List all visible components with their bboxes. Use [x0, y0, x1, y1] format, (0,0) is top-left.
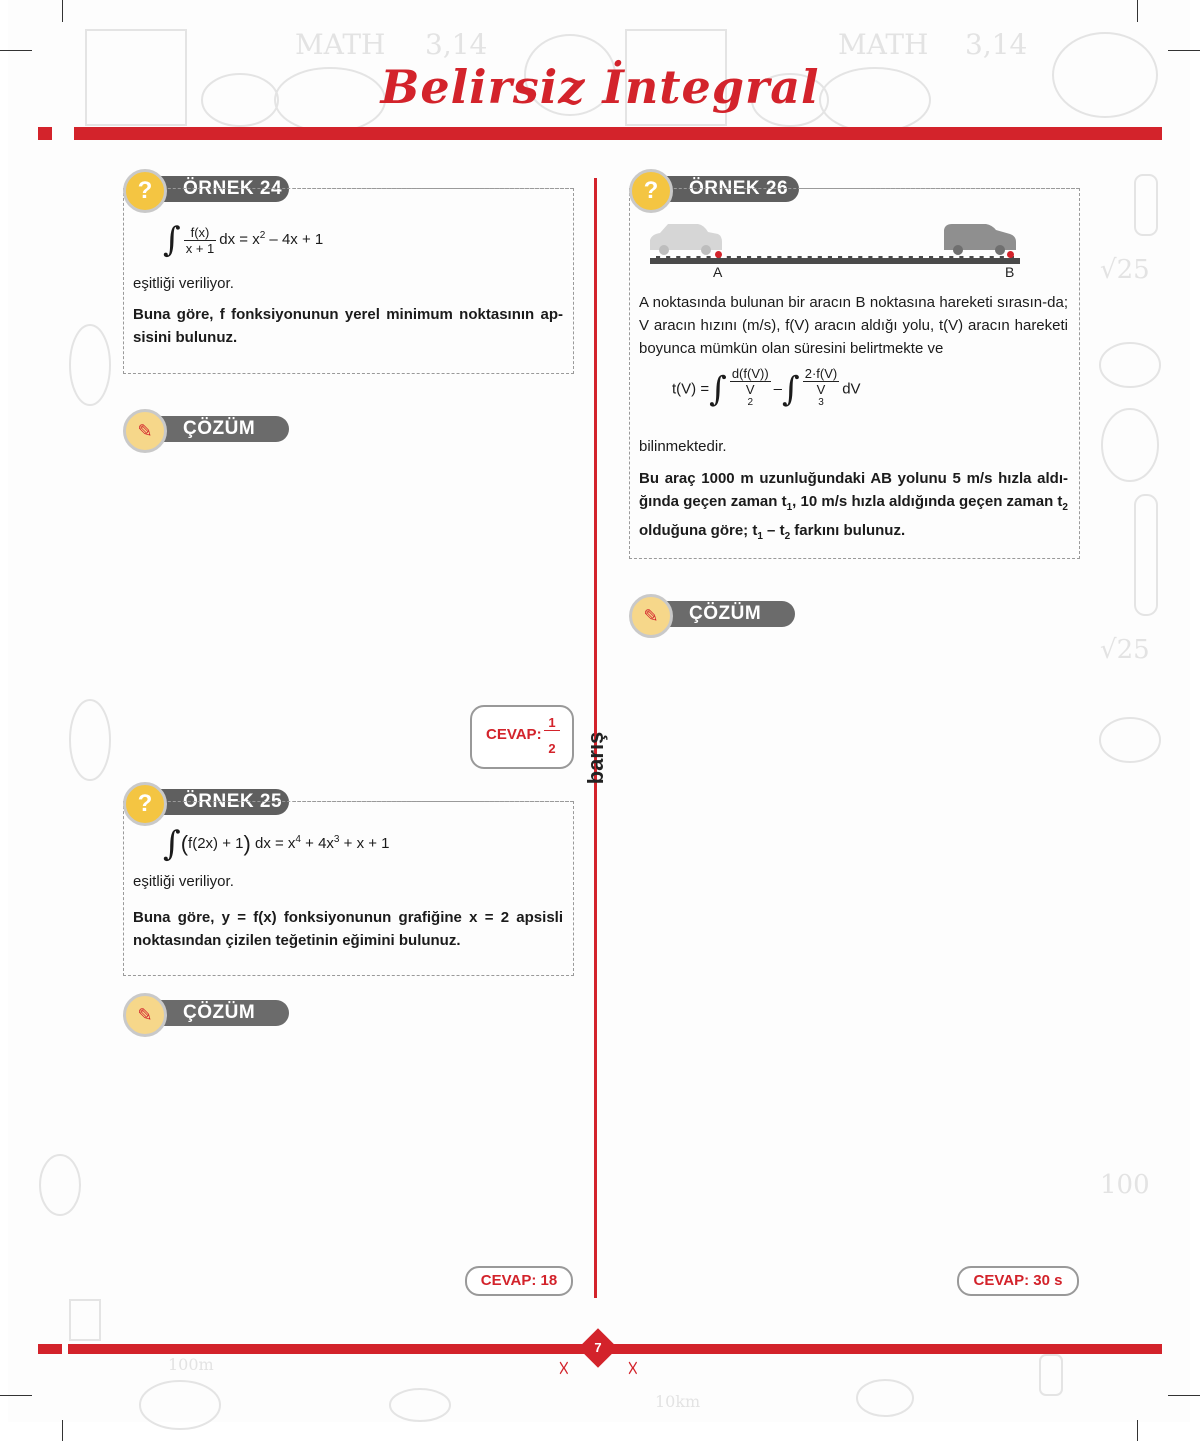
subscript: 1 — [786, 502, 793, 513]
subscript: 1 — [757, 531, 763, 542]
top-bar — [74, 127, 1162, 140]
fraction-numerator: 2·f(V) — [804, 366, 838, 381]
paren: ) — [243, 831, 251, 856]
equation-text: + 4x — [300, 834, 334, 852]
example-24-given: eşitliği veriliyor. — [133, 275, 234, 292]
equation-text: – 4x + 1 — [265, 230, 324, 248]
example-26-answer: CEVAP: 30 s — [957, 1266, 1079, 1296]
fraction-numerator: f(x) — [184, 225, 217, 241]
doodle-text: √25 — [1100, 255, 1150, 285]
question-mark-icon: ? — [123, 782, 167, 826]
equation-text: dx = x — [250, 834, 296, 852]
exponent: 3 — [818, 397, 824, 408]
example-26-solution-header — [629, 598, 799, 628]
example-25-answer: CEVAP: 18 — [465, 1266, 573, 1296]
doodle-text: 3,14 — [965, 28, 1028, 61]
answer-denominator: 2 — [548, 741, 556, 756]
integral-sign: ∫ — [163, 824, 181, 864]
solution-title: ÇÖZÜM — [141, 1000, 289, 1026]
doodle-text: MATH — [838, 28, 929, 61]
exponent: 4 — [295, 833, 301, 845]
equation-text: dx = x — [219, 230, 260, 248]
doodle-text: 100 — [1100, 1170, 1150, 1200]
pencil-icon: ✎ — [123, 993, 167, 1037]
fraction-denominator — [730, 382, 771, 413]
fraction — [730, 366, 771, 413]
example-25-question: Buna göre, y = f(x) fonksiyonunun grafiğine x = 2 apsisli noktasından çizilen teğetinin eğimini bulunuz. — [133, 909, 563, 949]
fraction — [803, 366, 840, 413]
example-24-question: Buna göre, f fonksiyonunun yerel minimum noktasının ap-sisini bulunuz. — [133, 306, 563, 346]
page-title: Belirsiz İntegral — [380, 60, 820, 114]
integral-sign: ∫ — [163, 220, 181, 260]
question-mark-icon: ? — [629, 169, 673, 213]
figure-icon-right: ☓ — [627, 1356, 639, 1381]
equation-text: dV — [842, 380, 861, 398]
paren: ( — [180, 831, 189, 856]
example-25-given: eşitliği veriliyor. — [133, 873, 234, 890]
example-25-equation — [163, 824, 390, 864]
exponent: 2 — [747, 397, 754, 408]
solution-title: ÇÖZÜM — [141, 416, 289, 442]
fraction-denominator: x + 1 — [185, 240, 215, 256]
answer-numerator: 1 — [544, 715, 560, 731]
example-24-title: ÖRNEK 24 — [141, 176, 289, 202]
car-a-icon — [646, 222, 724, 256]
fraction-denominator — [803, 382, 840, 413]
pencil-icon: ✎ — [629, 594, 673, 638]
doodle-text: 3,14 — [425, 28, 488, 61]
doodle-text: 100m — [168, 1355, 214, 1374]
question-text: – t — [762, 522, 785, 539]
example-24-answer — [470, 705, 574, 769]
denominator-base: V — [816, 382, 826, 397]
example-25-title: ÖRNEK 25 — [141, 789, 289, 815]
fraction-numerator: d(f(V)) — [731, 366, 769, 381]
example-26-equation — [672, 366, 861, 413]
answer-label: CEVAP: — [486, 726, 542, 743]
page-number: 7 — [594, 1340, 602, 1355]
top-bar-left — [38, 127, 52, 140]
example-26-text: A noktasında bulunan bir aracın B noktasına hareketi sırasın-da; V aracın hızını (m/s), f(V) aracın aldığı yolu, t(V) aracın hareketi boyunca mümkün olan süresini belirtmekte ve — [639, 294, 1068, 357]
question-text: farkını bulunuz. — [790, 522, 906, 539]
pencil-icon: ✎ — [123, 409, 167, 453]
integral-sign: ∫ — [782, 369, 800, 410]
question-text: Bu araç 1000 m uzunluğundaki AB yolunu 5 m/s hızla aldı-ğında geçen zaman t — [639, 470, 1068, 510]
figure-icon-left: ☓ — [558, 1356, 570, 1381]
point-a-marker — [715, 251, 722, 258]
bottom-bar-left — [38, 1344, 62, 1354]
question-mark-icon: ? — [123, 169, 167, 213]
denominator-base: V — [745, 382, 755, 397]
doodle-text: MATH — [295, 28, 386, 61]
example-24-solution-header — [123, 413, 293, 443]
point-a-label: A — [713, 264, 723, 280]
exponent: 3 — [333, 833, 340, 845]
subscript: 2 — [1062, 502, 1068, 513]
integral-sign: ∫ — [709, 369, 727, 410]
fraction — [184, 225, 217, 256]
point-b-label: B — [1005, 264, 1015, 280]
question-text: , 10 m/s hızla aldığında geçen zaman t — [792, 493, 1063, 510]
point-b-marker — [1007, 251, 1014, 258]
equation-text: + x + 1 — [339, 834, 390, 852]
doodle-text: √25 — [1100, 635, 1150, 665]
page-number-badge — [578, 1328, 618, 1368]
subscript: 2 — [784, 531, 791, 542]
example-24-equation — [163, 220, 323, 260]
example-26-known: bilinmektedir. — [639, 438, 727, 455]
equation-text: f(2x) + 1 — [188, 834, 244, 852]
solution-title: ÇÖZÜM — [647, 601, 795, 627]
equation-text: t(V) = — [672, 380, 710, 398]
minus-sign: – — [773, 380, 782, 398]
question-text: olduğuna göre; t — [639, 522, 758, 539]
example-26-title: ÖRNEK 26 — [647, 176, 799, 202]
exponent: 2 — [259, 229, 266, 241]
car-b-icon — [940, 222, 1018, 256]
example-26-question — [639, 467, 1068, 548]
brand-logo: barış — [583, 731, 608, 785]
example-25-solution-header — [123, 997, 293, 1027]
doodle-text: 10km — [655, 1392, 701, 1411]
road-line — [650, 256, 1020, 264]
